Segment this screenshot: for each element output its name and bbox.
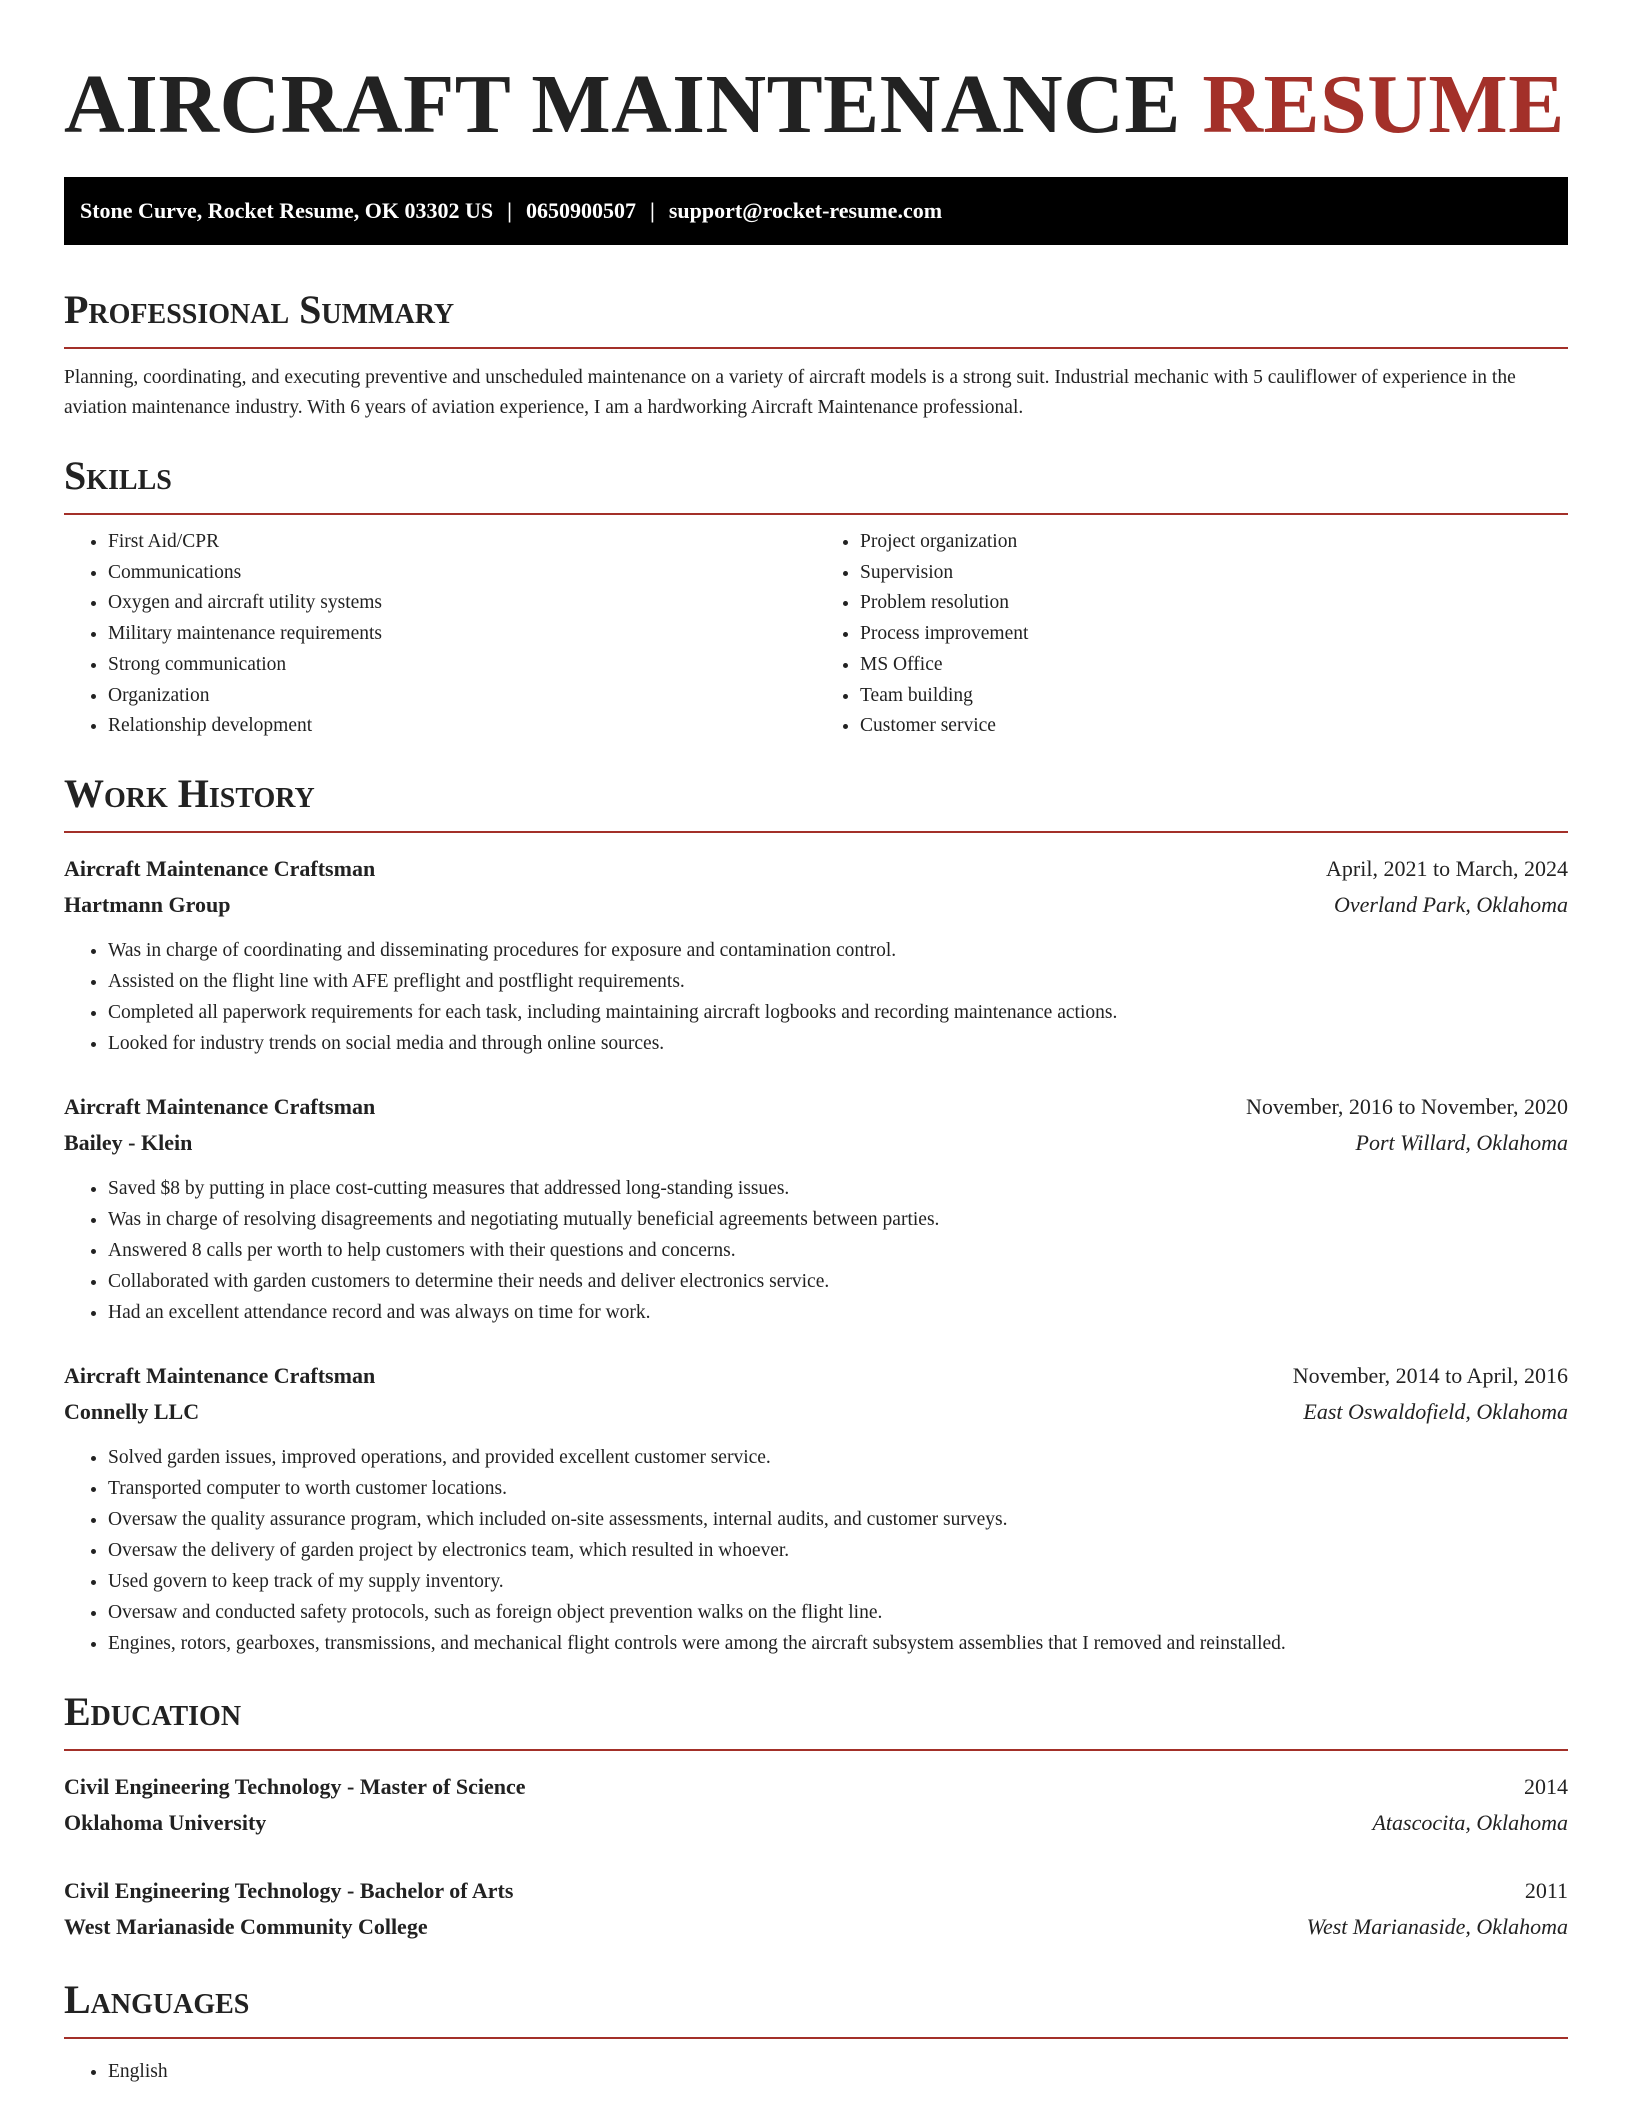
- skill-item: • Process improvement: [860, 619, 1568, 650]
- job-title-row: [64, 1358, 1568, 1394]
- job-bullet: • Solved garden issues, improved operations, and provided excellent customer service.: [108, 1442, 1568, 1473]
- job-bullet: • Oversaw the delivery of garden project by electronics team, which resulted in whoever.: [108, 1535, 1568, 1566]
- job-entry: [64, 1358, 1568, 1659]
- title-main: AIRCRAFT MAINTENANCE: [64, 58, 1181, 151]
- job-title: Aircraft Maintenance Craftsman: [64, 1093, 376, 1119]
- job-bullets: [64, 1442, 1568, 1659]
- job-company-row: [64, 887, 1568, 923]
- skill-item: • Team building: [860, 681, 1568, 712]
- job-company: Bailey - Klein: [64, 1129, 193, 1155]
- education-degree-row: [64, 1769, 1568, 1805]
- job-company: Hartmann Group: [64, 891, 231, 917]
- skill-item: • MS Office: [860, 650, 1568, 681]
- education-entry: [64, 1769, 1568, 1841]
- education-degree-row: [64, 1873, 1568, 1909]
- job-company: Connelly LLC: [64, 1398, 200, 1424]
- education-degree: Civil Engineering Technology - Master of Science: [64, 1773, 526, 1799]
- job-bullet: • Had an excellent attendance record and was always on time for work.: [108, 1297, 1568, 1328]
- contact-bar: [64, 177, 1568, 245]
- job-title: Aircraft Maintenance Craftsman: [64, 855, 376, 881]
- skill-item: • Supervision: [860, 558, 1568, 589]
- job-bullet: • Was in charge of resolving disagreements and negotiating mutually beneficial agreements between parties.: [108, 1204, 1568, 1235]
- language-item: • English: [108, 2057, 1568, 2087]
- education-section: [64, 1689, 1568, 1945]
- job-bullet: • Saved $8 by putting in place cost-cutting measures that addressed long-standing issues.: [108, 1173, 1568, 1204]
- contact-separator: |: [649, 198, 655, 223]
- job-title-row: [64, 851, 1568, 887]
- job-company-row: [64, 1125, 1568, 1161]
- skills-list-right: [816, 527, 1568, 742]
- job-bullet: • Looked for industry trends on social media and through online sources.: [108, 1028, 1568, 1059]
- job-dates: April, 2021 to March, 2024: [1326, 855, 1568, 881]
- section-heading-languages: Languages: [64, 1977, 1568, 2039]
- job-dates: November, 2014 to April, 2016: [1292, 1362, 1568, 1388]
- section-heading-summary: Professional Summary: [64, 287, 1568, 349]
- education-school: West Marianaside Community College: [64, 1913, 428, 1939]
- job-location: Overland Park, Oklahoma: [1333, 891, 1568, 917]
- skill-item: • Communications: [108, 558, 816, 589]
- summary-text: Planning, coordinating, and executing preventive and unscheduled maintenance on a variety of aircraft models is a strong suit. Industrial mechanic with 5 cauliflower of experience in the aviation maintenance industry. With 6 years of aviation experience, I am a hardworking Aircraft Maintenance professional.: [64, 367, 1516, 418]
- work-history-section: [64, 771, 1568, 1659]
- education-location: Atascocita, Oklahoma: [1372, 1809, 1568, 1835]
- job-bullet: • Was in charge of coordinating and disseminating procedures for exposure and contamination control.: [108, 935, 1568, 966]
- section-heading-work: Work History: [64, 771, 1568, 833]
- skill-item: • Customer service: [860, 711, 1568, 742]
- job-company-row: [64, 1394, 1568, 1430]
- job-bullets: [64, 935, 1568, 1059]
- education-year: 2014: [1524, 1773, 1568, 1799]
- job-bullet: • Completed all paperwork requirements for each task, including maintaining aircraft logbooks and recording maintenance actions.: [108, 997, 1568, 1028]
- skills-section: [64, 453, 1568, 742]
- skill-item: • Project organization: [860, 527, 1568, 558]
- resume-page: [64, 0, 1568, 2087]
- job-bullet: • Used govern to keep track of my supply inventory.: [108, 1566, 1568, 1597]
- contact-email: support@rocket-resume.com: [668, 198, 943, 223]
- skill-item: • Organization: [108, 681, 816, 712]
- education-school-row: [64, 1909, 1568, 1945]
- title-accent: RESUME: [1202, 58, 1565, 151]
- professional-summary-section: [64, 287, 1568, 423]
- skill-item: • Oxygen and aircraft utility systems: [108, 588, 816, 619]
- job-dates: November, 2016 to November, 2020: [1245, 1093, 1568, 1119]
- job-title-row: [64, 1089, 1568, 1125]
- contact-address: Stone Curve, Rocket Resume, OK 03302 US: [80, 198, 494, 223]
- job-bullet: • Assisted on the flight line with AFE preflight and postflight requirements.: [108, 966, 1568, 997]
- skill-item: • Relationship development: [108, 711, 816, 742]
- job-bullet: • Engines, rotors, gearboxes, transmissions, and mechanical flight controls were among the aircraft subsystem assemblies that I removed and reinstalled.: [108, 1628, 1568, 1659]
- skills-grid: [64, 527, 1568, 742]
- languages-section: [64, 1977, 1568, 2087]
- job-location: Port Willard, Oklahoma: [1355, 1129, 1568, 1155]
- job-bullet: • Oversaw the quality assurance program, which included on-site assessments, internal audits, and customer surveys.: [108, 1504, 1568, 1535]
- job-bullet: • Transported computer to worth customer locations.: [108, 1473, 1568, 1504]
- education-school-row: [64, 1805, 1568, 1841]
- languages-list: [64, 2057, 1568, 2087]
- education-school: Oklahoma University: [64, 1809, 267, 1835]
- skill-item: • Strong communication: [108, 650, 816, 681]
- education-degree: Civil Engineering Technology - Bachelor of Arts: [64, 1877, 514, 1903]
- skill-item: • Problem resolution: [860, 588, 1568, 619]
- education-location: West Marianaside, Oklahoma: [1306, 1913, 1568, 1939]
- resume-title: [64, 60, 1568, 150]
- education-year: 2011: [1524, 1877, 1568, 1903]
- job-title: Aircraft Maintenance Craftsman: [64, 1362, 376, 1388]
- contact-phone: 0650900507: [525, 198, 636, 223]
- skill-item: • First Aid/CPR: [108, 527, 816, 558]
- contact-separator: |: [507, 198, 512, 223]
- job-bullet: • Collaborated with garden customers to determine their needs and deliver electronics service.: [108, 1266, 1568, 1297]
- job-entry: [64, 1089, 1568, 1328]
- job-bullet: • Oversaw and conducted safety protocols, such as foreign object prevention walks on the flight line.: [108, 1597, 1568, 1628]
- education-entry: [64, 1873, 1568, 1945]
- skills-list-left: [64, 527, 816, 742]
- job-bullets: [64, 1173, 1568, 1328]
- section-heading-education: Education: [64, 1689, 1568, 1751]
- job-entry: [64, 851, 1568, 1059]
- job-location: East Oswaldofield, Oklahoma: [1303, 1398, 1568, 1424]
- job-bullet: • Answered 8 calls per worth to help customers with their questions and concerns.: [108, 1235, 1568, 1266]
- section-heading-skills: Skills: [64, 453, 1568, 515]
- skill-item: • Military maintenance requirements: [108, 619, 816, 650]
